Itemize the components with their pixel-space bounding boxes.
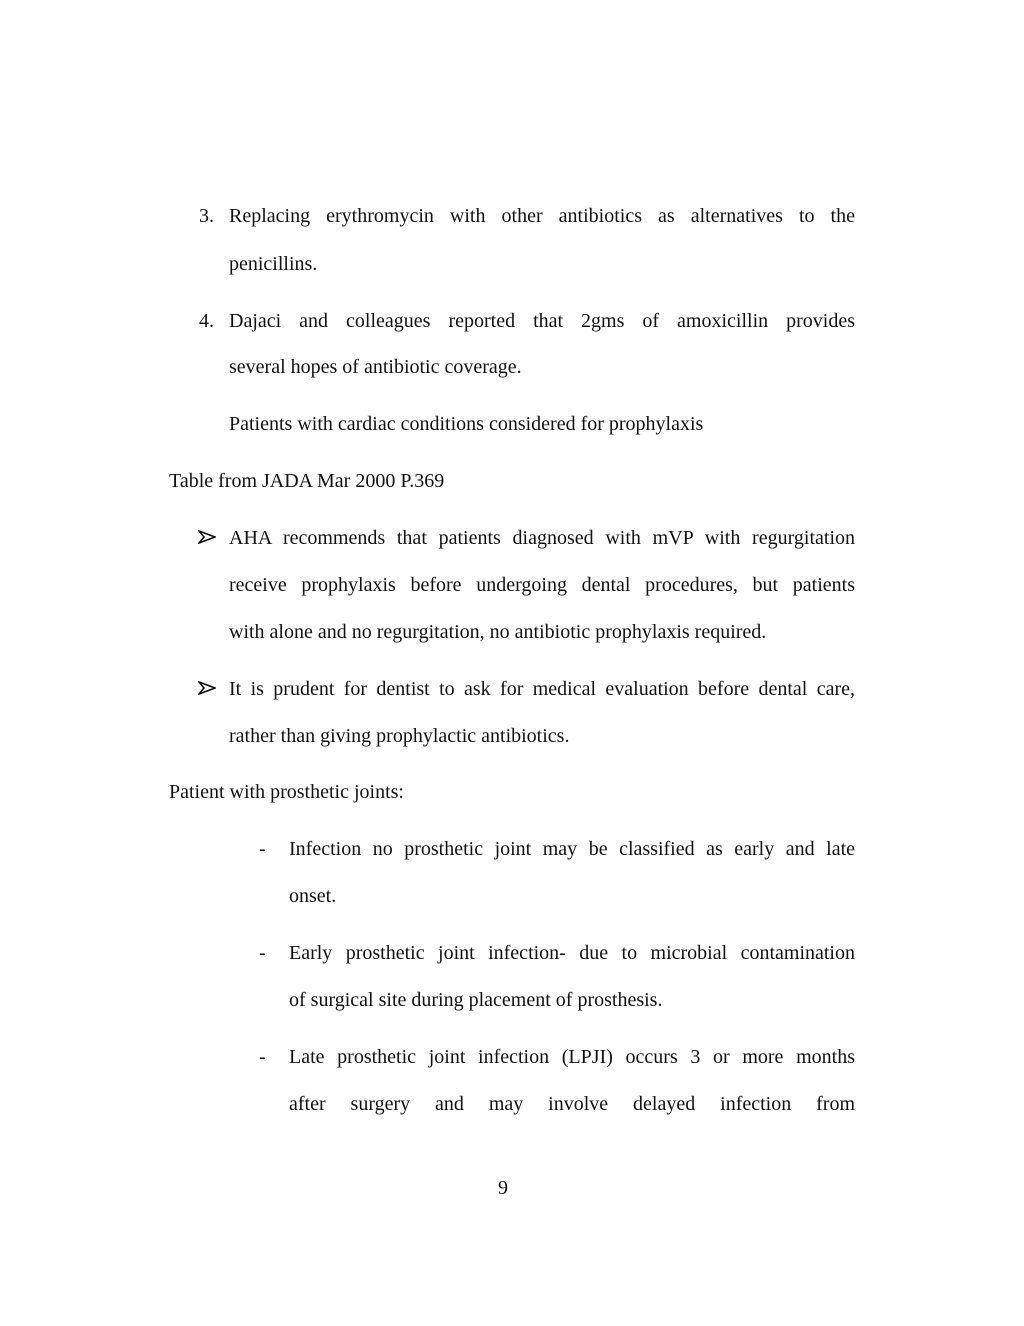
dash-bullet: - — [259, 838, 266, 860]
arrow-bullet-2-line-2: rather than giving prophylactic antibiotics. — [229, 725, 570, 747]
arrow-bullet-icon — [198, 530, 216, 544]
arrow-bullet-1-line-2: receive prophylaxis before undergoing dental procedures, but patients — [229, 574, 855, 596]
dash-bullet: - — [259, 942, 266, 964]
arrow-bullet-1-line-1: AHA recommends that patients diagnosed with mVP with regurgitation — [229, 527, 855, 549]
arrow-bullet-icon — [198, 681, 216, 695]
dash-item-2-line-1: Early prosthetic joint infection- due to microbial contamination — [289, 942, 855, 964]
arrow-bullet-1-line-3: with alone and no regurgitation, no antibiotic prophylaxis required. — [229, 621, 767, 643]
table-reference: Table from JADA Mar 2000 P.369 — [169, 470, 445, 492]
arrow-bullet-2-line-1: It is prudent for dentist to ask for medical evaluation before dental care, — [229, 678, 855, 700]
dash-item-1-line-2: onset. — [289, 885, 337, 907]
list-number-4: 4. — [199, 310, 214, 332]
numbered-item-3-line-1: Replacing erythromycin with other antibiotics as alternatives to the — [229, 205, 855, 227]
numbered-item-4-line-2: several hopes of antibiotic coverage. — [229, 356, 522, 378]
dash-bullet: - — [259, 1046, 266, 1068]
numbered-item-4-line-1: Dajaci and colleagues reported that 2gms of amoxicillin provides — [229, 310, 855, 332]
dash-item-3-line-2: after surgery and may involve delayed infection from — [289, 1093, 855, 1115]
page-number: 9 — [498, 1177, 508, 1199]
dash-item-3-line-1: Late prosthetic joint infection (LPJI) occurs 3 or more months — [289, 1046, 855, 1068]
indented-note: Patients with cardiac conditions considered for prophylaxis — [229, 413, 704, 435]
dash-item-2-line-2: of surgical site during placement of prosthesis. — [289, 989, 663, 1011]
numbered-item-3-line-2: penicillins. — [229, 253, 318, 275]
list-number-3: 3. — [199, 205, 214, 227]
dash-item-1-line-1: Infection no prosthetic joint may be classified as early and late — [289, 838, 855, 860]
section-heading: Patient with prosthetic joints: — [169, 781, 404, 803]
